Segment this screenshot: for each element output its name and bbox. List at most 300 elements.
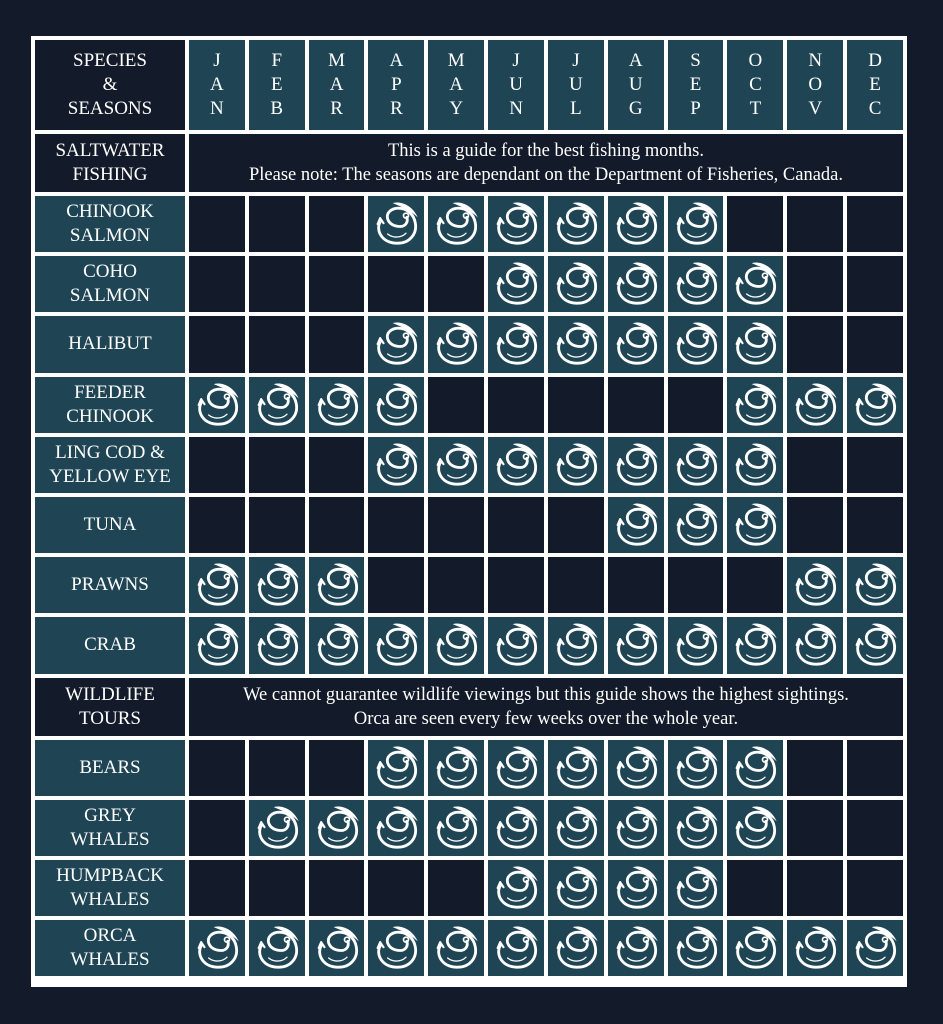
season-cell-inactive — [428, 557, 484, 613]
season-cell-active — [847, 617, 903, 673]
section-label-line: WILDLIFE — [65, 683, 155, 705]
month-letter: E — [689, 74, 702, 95]
section-note-line: This is a guide for the best fishing months. — [387, 141, 704, 161]
species-label-line: CRAB — [84, 634, 136, 656]
fish-hook-icon — [671, 923, 721, 973]
season-cell-inactive — [608, 557, 664, 613]
season-cell-inactive — [548, 557, 604, 613]
season-cell-active — [249, 377, 305, 433]
season-cell-inactive — [249, 196, 305, 252]
month-letter: N — [210, 98, 224, 119]
month-letter: T — [749, 98, 762, 119]
month-letter: A — [449, 74, 464, 95]
season-cell-inactive — [787, 316, 843, 372]
season-cell-active — [488, 437, 544, 493]
header-label — [35, 40, 185, 130]
month-letter: N — [509, 98, 523, 119]
species-label-line: CHINOOK — [66, 201, 154, 223]
fish-hook-icon — [431, 743, 481, 793]
month-letter: N — [808, 50, 823, 71]
fish-hook-icon — [611, 440, 661, 490]
season-cell-inactive — [847, 497, 903, 553]
fish-hook-icon — [491, 199, 541, 249]
season-cell-inactive — [368, 557, 424, 613]
species-label-line: WHALES — [70, 949, 150, 971]
species-label — [35, 740, 185, 796]
fish-hook-icon — [252, 803, 302, 853]
section-note-line: Please note: The seasons are dependant on the Department of Fisheries, Canada. — [248, 165, 844, 185]
species-label-line: SALMON — [69, 225, 151, 247]
season-cell-active — [608, 617, 664, 673]
species-label-line: ORCA — [83, 925, 137, 947]
species-label-line: HALIBUT — [68, 333, 152, 355]
month-letter: L — [570, 98, 582, 119]
season-cell-active — [428, 196, 484, 252]
season-cell-active — [309, 617, 365, 673]
fish-hook-icon — [671, 500, 721, 550]
season-cell-active — [309, 377, 365, 433]
season-cell-active — [727, 316, 783, 372]
species-label — [35, 196, 185, 252]
fish-hook-icon — [611, 500, 661, 550]
fish-hook-icon — [730, 440, 780, 490]
month-letter: E — [869, 74, 881, 95]
season-cell-inactive — [787, 740, 843, 796]
season-cell-inactive — [668, 557, 724, 613]
season-cell-active — [727, 256, 783, 312]
fish-hook-icon — [790, 923, 840, 973]
fish-hook-icon — [252, 923, 302, 973]
species-label — [35, 497, 185, 553]
fish-hook-icon — [491, 803, 541, 853]
fish-hook-icon — [491, 923, 541, 973]
season-cell-inactive — [668, 377, 724, 433]
header-label-line: SEASONS — [67, 98, 153, 119]
fish-hook-icon — [611, 199, 661, 249]
season-cell-inactive — [309, 740, 365, 796]
fish-hook-icon — [671, 803, 721, 853]
season-cell-active — [428, 800, 484, 856]
fish-hook-icon — [491, 319, 541, 369]
season-cell-inactive — [189, 316, 245, 372]
species-label — [35, 316, 185, 372]
season-cell-inactive — [847, 860, 903, 916]
fish-hook-icon — [730, 743, 780, 793]
season-cell-active — [548, 920, 604, 976]
season-cell-inactive — [548, 497, 604, 553]
season-cell-active — [727, 800, 783, 856]
season-cell-active — [428, 437, 484, 493]
season-cell-active — [608, 800, 664, 856]
season-cell-inactive — [847, 256, 903, 312]
month-header — [608, 40, 664, 130]
season-cell-inactive — [428, 256, 484, 312]
month-letter: S — [690, 50, 701, 71]
seasons-chart — [31, 36, 907, 987]
fish-hook-icon — [730, 923, 780, 973]
section-note — [189, 134, 903, 192]
season-cell-inactive — [488, 497, 544, 553]
season-cell-active — [189, 617, 245, 673]
fish-hook-icon — [371, 803, 421, 853]
season-cell-active — [488, 316, 544, 372]
fish-hook-icon — [312, 923, 362, 973]
fish-hook-icon — [611, 259, 661, 309]
month-letter: O — [808, 74, 823, 95]
season-cell-inactive — [548, 377, 604, 433]
species-label-line: TUNA — [83, 514, 137, 536]
season-cell-inactive — [309, 316, 365, 372]
section-label-line: SALTWATER — [55, 140, 165, 161]
fish-hook-icon — [611, 319, 661, 369]
season-cell-active — [608, 256, 664, 312]
fish-hook-icon — [431, 199, 481, 249]
fish-hook-icon — [671, 743, 721, 793]
season-cell-inactive — [428, 377, 484, 433]
fish-hook-icon — [431, 440, 481, 490]
season-cell-inactive — [428, 860, 484, 916]
season-cell-inactive — [787, 860, 843, 916]
season-cell-inactive — [249, 497, 305, 553]
season-cell-inactive — [249, 740, 305, 796]
season-cell-active — [249, 617, 305, 673]
fish-hook-icon — [371, 319, 421, 369]
season-cell-inactive — [249, 316, 305, 372]
month-letter: A — [210, 74, 224, 95]
season-cell-active — [548, 617, 604, 673]
fish-hook-icon — [551, 923, 601, 973]
species-label-line: PRAWNS — [71, 574, 149, 596]
fish-hook-icon — [790, 620, 840, 670]
season-cell-active — [368, 377, 424, 433]
season-cell-active — [548, 196, 604, 252]
season-cell-active — [727, 740, 783, 796]
season-cell-active — [488, 740, 544, 796]
season-cell-inactive — [189, 437, 245, 493]
season-cell-active — [488, 256, 544, 312]
season-cell-active — [488, 920, 544, 976]
season-cell-active — [668, 920, 724, 976]
season-cell-inactive — [608, 377, 664, 433]
season-cell-active — [548, 256, 604, 312]
species-label-line: SALMON — [69, 285, 151, 307]
fish-hook-icon — [491, 259, 541, 309]
month-letter: M — [328, 50, 346, 71]
section-label — [35, 134, 185, 192]
fish-hook-icon — [730, 620, 780, 670]
season-cell-active — [727, 437, 783, 493]
fish-hook-icon — [671, 440, 721, 490]
season-cell-active — [608, 196, 664, 252]
fish-hook-icon — [491, 620, 541, 670]
season-cell-active — [608, 437, 664, 493]
season-cell-inactive — [727, 196, 783, 252]
fish-hook-icon — [371, 620, 421, 670]
season-cell-active — [189, 557, 245, 613]
month-header — [548, 40, 604, 130]
fish-hook-icon — [252, 620, 302, 670]
fish-hook-icon — [192, 560, 242, 610]
fish-hook-icon — [611, 923, 661, 973]
season-cell-inactive — [727, 557, 783, 613]
season-cell-active — [368, 316, 424, 372]
section-label-line: FISHING — [72, 164, 148, 185]
fish-hook-icon — [491, 863, 541, 913]
fish-hook-icon — [611, 863, 661, 913]
season-cell-active — [368, 800, 424, 856]
header-label-line: & — [102, 74, 118, 95]
month-letter: Y — [449, 98, 464, 119]
season-cell-active — [847, 377, 903, 433]
fish-hook-icon — [551, 319, 601, 369]
season-cell-inactive — [847, 196, 903, 252]
season-cell-active — [368, 617, 424, 673]
section-note-line: Orca are seen every few weeks over the whole year. — [353, 708, 739, 729]
season-cell-inactive — [787, 497, 843, 553]
month-header — [189, 40, 245, 130]
species-label-line: HUMPBACK — [56, 864, 164, 886]
season-cell-active — [249, 557, 305, 613]
season-cell-active — [548, 316, 604, 372]
month-letter: J — [213, 50, 221, 71]
fish-hook-icon — [192, 923, 242, 973]
month-letter: J — [572, 50, 580, 71]
season-cell-active — [488, 196, 544, 252]
season-cell-active — [787, 617, 843, 673]
fish-hook-icon — [551, 199, 601, 249]
season-cell-active — [189, 377, 245, 433]
fish-hook-icon — [312, 380, 362, 430]
season-cell-inactive — [189, 740, 245, 796]
fish-hook-icon — [611, 620, 661, 670]
season-cell-active — [548, 860, 604, 916]
season-cell-active — [668, 196, 724, 252]
month-header — [309, 40, 365, 130]
species-label-line: LING COD & — [55, 441, 165, 463]
month-letter: P — [391, 74, 402, 95]
season-cell-active — [787, 557, 843, 613]
season-cell-active — [727, 377, 783, 433]
fish-hook-icon — [431, 803, 481, 853]
fish-hook-icon — [671, 863, 721, 913]
season-cell-inactive — [368, 497, 424, 553]
fish-hook-icon — [730, 319, 780, 369]
season-cell-active — [608, 740, 664, 796]
month-header — [368, 40, 424, 130]
season-cell-inactive — [787, 800, 843, 856]
fish-hook-icon — [850, 380, 900, 430]
season-cell-active — [428, 740, 484, 796]
fish-hook-icon — [850, 560, 900, 610]
season-cell-inactive — [787, 437, 843, 493]
species-label-line: FEEDER — [74, 381, 146, 403]
season-cell-active — [249, 800, 305, 856]
month-letter: B — [270, 98, 284, 119]
month-letter: A — [389, 50, 404, 71]
fish-hook-icon — [431, 319, 481, 369]
fish-hook-icon — [790, 380, 840, 430]
month-letter: R — [330, 98, 343, 119]
species-label — [35, 920, 185, 976]
season-cell-inactive — [488, 377, 544, 433]
species-label-line: CHINOOK — [66, 405, 154, 427]
season-cell-inactive — [847, 800, 903, 856]
section-note-line: We cannot guarantee wildlife viewings but this guide shows the highest sightings. — [243, 684, 849, 705]
season-cell-active — [309, 920, 365, 976]
species-label-line: WHALES — [70, 828, 150, 850]
fish-hook-icon — [192, 620, 242, 670]
season-cell-inactive — [309, 860, 365, 916]
species-label — [35, 256, 185, 312]
season-cell-active — [668, 316, 724, 372]
fish-hook-icon — [431, 923, 481, 973]
season-cell-active — [727, 497, 783, 553]
season-cell-active — [787, 920, 843, 976]
month-letter: E — [270, 74, 283, 95]
month-letter: J — [512, 50, 520, 71]
season-cell-inactive — [488, 557, 544, 613]
season-cell-active — [608, 316, 664, 372]
season-cell-inactive — [189, 196, 245, 252]
month-letter: F — [271, 50, 283, 71]
fish-hook-icon — [371, 440, 421, 490]
season-cell-active — [368, 920, 424, 976]
month-header — [249, 40, 305, 130]
season-cell-active — [668, 256, 724, 312]
fish-hook-icon — [551, 620, 601, 670]
season-cell-inactive — [309, 196, 365, 252]
season-cell-inactive — [189, 256, 245, 312]
species-label — [35, 437, 185, 493]
season-cell-active — [548, 740, 604, 796]
season-cell-active — [668, 617, 724, 673]
season-cell-active — [548, 437, 604, 493]
fish-hook-icon — [371, 923, 421, 973]
fish-hook-icon — [730, 259, 780, 309]
season-cell-inactive — [249, 860, 305, 916]
season-cell-active — [847, 920, 903, 976]
season-cell-active — [668, 497, 724, 553]
fish-hook-icon — [611, 803, 661, 853]
species-label — [35, 800, 185, 856]
fish-hook-icon — [551, 259, 601, 309]
species-label-line: GREY — [84, 804, 136, 826]
month-letter: M — [447, 50, 465, 71]
month-header — [488, 40, 544, 130]
species-label-line: BEARS — [79, 756, 141, 778]
fish-hook-icon — [611, 743, 661, 793]
fish-hook-icon — [790, 560, 840, 610]
fish-hook-icon — [730, 380, 780, 430]
month-letter: U — [509, 74, 523, 95]
season-cell-inactive — [309, 437, 365, 493]
species-label — [35, 377, 185, 433]
fish-hook-icon — [551, 743, 601, 793]
month-letter: A — [628, 50, 643, 71]
species-label — [35, 617, 185, 673]
season-cell-active — [668, 860, 724, 916]
season-cell-active — [727, 920, 783, 976]
month-letter: A — [329, 74, 344, 95]
month-letter: P — [690, 98, 701, 119]
fish-hook-icon — [850, 620, 900, 670]
species-label-line: WHALES — [70, 888, 150, 910]
species-label-line: YELLOW EYE — [49, 465, 171, 487]
month-letter: R — [390, 98, 403, 119]
season-cell-active — [608, 497, 664, 553]
season-cell-inactive — [847, 316, 903, 372]
month-letter: G — [628, 98, 643, 119]
season-cell-active — [428, 316, 484, 372]
season-cell-active — [368, 740, 424, 796]
month-header — [727, 40, 783, 130]
season-cell-active — [668, 740, 724, 796]
season-cell-inactive — [189, 800, 245, 856]
fish-hook-icon — [551, 863, 601, 913]
month-header — [847, 40, 903, 130]
fish-hook-icon — [730, 500, 780, 550]
month-letter: U — [569, 74, 583, 95]
section-note — [189, 678, 903, 736]
month-letter: D — [868, 50, 882, 71]
season-cell-active — [428, 920, 484, 976]
season-cell-active — [668, 800, 724, 856]
fish-hook-icon — [730, 803, 780, 853]
fish-hook-icon — [371, 743, 421, 793]
fish-hook-icon — [252, 380, 302, 430]
season-cell-active — [368, 437, 424, 493]
fish-hook-icon — [312, 560, 362, 610]
fish-hook-icon — [192, 380, 242, 430]
month-letter: U — [628, 74, 643, 95]
fish-hook-icon — [312, 620, 362, 670]
season-cell-inactive — [428, 497, 484, 553]
species-label — [35, 557, 185, 613]
section-label — [35, 678, 185, 736]
season-cell-active — [309, 800, 365, 856]
species-label — [35, 860, 185, 916]
fish-hook-icon — [551, 803, 601, 853]
fish-hook-icon — [850, 923, 900, 973]
month-letter: C — [868, 98, 882, 119]
season-cell-inactive — [727, 860, 783, 916]
month-letter: V — [808, 98, 823, 119]
fish-hook-icon — [671, 199, 721, 249]
fish-hook-icon — [671, 259, 721, 309]
season-cell-inactive — [787, 196, 843, 252]
month-header — [668, 40, 724, 130]
season-cell-active — [488, 617, 544, 673]
season-cell-active — [608, 860, 664, 916]
season-cell-inactive — [847, 740, 903, 796]
season-cell-inactive — [847, 437, 903, 493]
fish-hook-icon — [312, 803, 362, 853]
season-cell-active — [488, 860, 544, 916]
season-cell-active — [249, 920, 305, 976]
season-cell-inactive — [249, 256, 305, 312]
fish-hook-icon — [371, 199, 421, 249]
season-cell-inactive — [309, 497, 365, 553]
season-cell-active — [787, 377, 843, 433]
fish-hook-icon — [252, 560, 302, 610]
season-cell-active — [368, 196, 424, 252]
month-header — [787, 40, 843, 130]
season-cell-inactive — [368, 860, 424, 916]
fish-hook-icon — [371, 380, 421, 430]
fish-hook-icon — [551, 440, 601, 490]
season-cell-inactive — [189, 860, 245, 916]
month-letter: O — [748, 50, 763, 71]
